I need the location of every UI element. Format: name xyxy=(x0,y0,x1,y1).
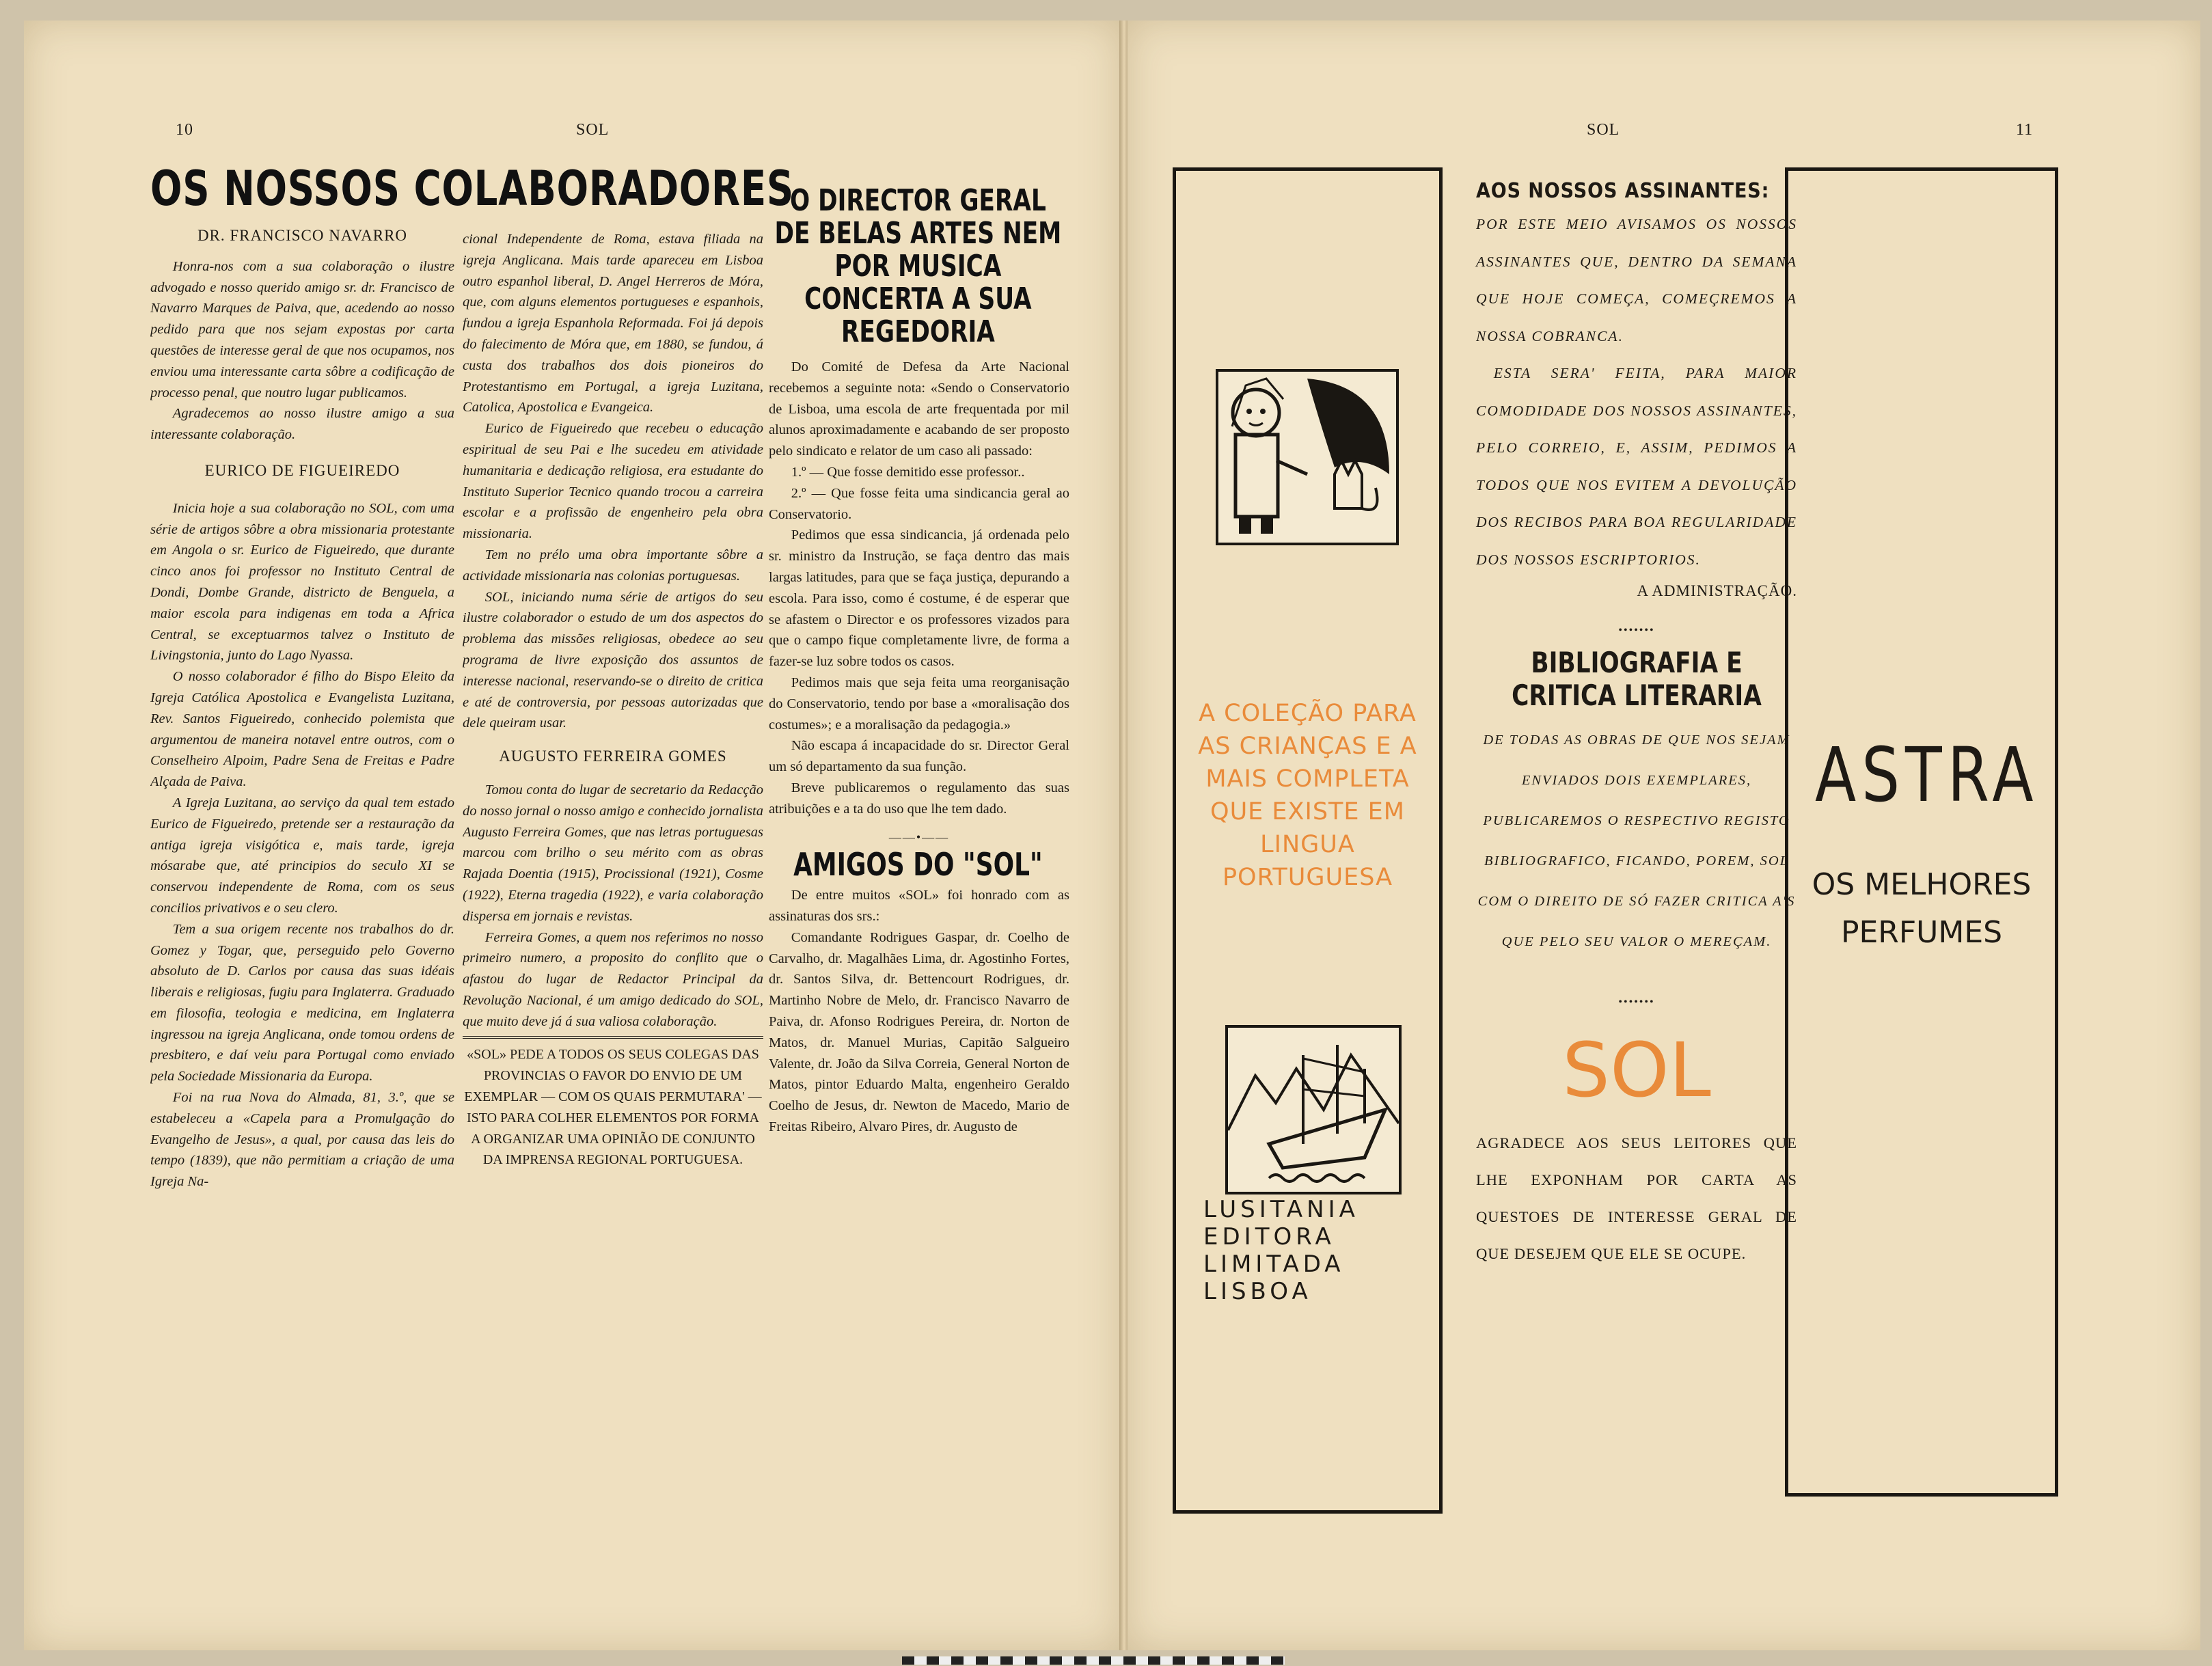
amigos-headline: AMIGOS DO "SOL" xyxy=(793,846,1043,884)
paragraph: Ferreira Gomes, a quem nos referimos no nosso primeiro numero, a proposito do conflito que o afastou do lugar de Redactor Principal da Revolução Nacional, é um amigo dedicado do SOL, que muito deve já á sua valiosa colaboração. xyxy=(463,929,763,1029)
paragraph: cional Independente de Roma, estava filiada na igreja Anglicana. Mais tarde apareceu em Lisboa outro espanhol liberal, D. Angel Herreros de Móra, que, com alguns elementos portugueses e espanhois, fundou a igreja Espanhola Reformada. Foi já depois do falecimento de Móra que, em 1880, se fundou, á custa dos trabalhos dos dois pioneiros do Protestantismo em Portugal, a igreja Luzitana, Catolica, Apostolica e Evangeica. xyxy=(463,232,763,415)
astra-brand: ASTRA xyxy=(1815,731,2039,819)
tagline-line: PERFUMES xyxy=(1840,915,2003,950)
publisher-line: EDITORA xyxy=(1203,1223,1335,1251)
paragraph: SOL, iniciando numa série de artigos do seu ilustre colaborador o estudo de um dos aspectos do problema das missões religiosas, obedece ao seu programa de livre exposição dos assuntos de interesse nacional, reservando-se o direito de critica e até de controversia, por pessoas autorizadas que dele queiram usar. xyxy=(463,589,763,731)
byline-figueiredo: EURICO DE FIGUEIREDO xyxy=(204,461,400,479)
paragraph: 1.º — Que fosse demitido esse professor.. xyxy=(791,464,1025,480)
publisher-line: LIMITADA xyxy=(1203,1251,1345,1278)
paragraph: Do Comité de Defesa da Arte Nacional recebemos a seguinte nota: «Sendo o Conservatorio de Lisboa, uma escola de arte frequentada por mil alunos aproximadamente e acabando de ser proposto pelo sindicato e relator de um caso ali passado: xyxy=(769,359,1069,459)
paragraph: A Igreja Luzitana, ao serviço da qual tem estado Eurico de Figueiredo, pretende ser a restauração da antiga igreja visigótica e, mais tarde, igreja mósarabe que, até principios do seculo XI se conservou independente de Roma, com os seus concilios privativos e o seu clero. xyxy=(150,795,454,916)
column-2 xyxy=(463,229,763,1544)
children-illustration xyxy=(1216,369,1399,545)
main-headline: OS NOSSOS COLABORADORES xyxy=(150,161,795,217)
byline-navarro: DR. FRANCISCO NAVARRO xyxy=(197,227,408,244)
ad-astra xyxy=(1785,167,2058,1497)
subscribers-notice-2: ESTA SERA' FEITA, PARA MAIOR COMODIDADE DOS NOSSOS ASSINANTES, PELO CORREIO, E, ASSIM, PEDIMOS A TODOS QUE NOS EVITEM A DEVOLUÇÃO DOS RECIBOS PARA BOA REGULARIDADE DOS NOSSOS ESCRIPTORIOS. xyxy=(1476,365,1797,568)
separator: ——•—— xyxy=(888,830,950,844)
paragraph: Foi na rua Nova do Almada, 81, 3.º, que se estabeleceu a «Capela para a Promulgação do Evangelho de Jesus», a qual, por causa das leis do tempo (1839), que não permitiam a criação de uma Igreja Na- xyxy=(150,1090,454,1190)
paragraph: O nosso colaborador é filho do Bispo Eleito da Igreja Católica Apostolica e Evangelista Luzitana, Rev. Santos Figueiredo, conhecido polemista que argumentou de maneira notavel entre outros, com o Conselheiro Alpoim, Padre Sena de Freitas e Padre Alçada de Paiva. xyxy=(150,669,454,790)
dots-divider: ••••••• xyxy=(1618,625,1655,636)
paragraph: Comandante Rodrigues Gaspar, dr. Coelho de Carvalho, dr. Magalhães Lima, dr. Agostinho Fortes, dr. Santos Silva, dr. Bettencourt Rodrigues, dr. Martinho Nobre de Melo, dr. Francisco Navarro de Paiva, dr. Afonso Rodrigues Pereira, dr. Norton de Matos, dr. Manuel Murias, Capitão Salgueiro Valente, dr. João da Silva Correia, General Norton de Matos, pintor Eduardo Malta, engenheiro Geraldo Coelho de Jesus, dr. Newton de Macedo, Mario de Freitas Ribeiro, Alvaro Pires, dr. Augusto de xyxy=(769,929,1069,1134)
paragraph: Tomou conta do lugar de secretario da Redacção do nosso jornal o nosso amigo e conhecido jornalista Augusto Ferreira Gomes, que nas letras portuguesas marcou com brilho o seu mérito com as obras Rajada Doentia (1915), Procissional (1921), Cosme (1922), Eterna tragedia (1922), e varia colaboração dispersa em jornais e revistas. xyxy=(463,782,763,924)
astra-tagline xyxy=(1788,861,2055,957)
paragraph: Inicia hoje a sua colaboração no SOL, com uma série de artigos sôbre a obra missionaria protestante em Angola o sr. Eurico de Figueiredo, que durante cinco anos foi professor no Instituto Central de Dondi, Dombe Grande, districto de Benguela, a maior escola para indigenas em toda a Africa Central, se exceptuarmos talvez o Instituto de Livingstonia, junto do Lago Nyassa. xyxy=(150,500,454,664)
paragraph: Honra-nos com a sua colaboração o ilustre advogado e nosso querido amigo sr. dr. Francisco de Navarro Marques de Paiva, que, acedendo ao nosso pedido para que nos sejam expostas por carta questões de interesse geral de que nos ocupamos, nos enviou uma interessante carta sôbre a codificação de processo penal, que noutro lugar publicamos. xyxy=(150,258,454,400)
divider xyxy=(463,1036,763,1039)
readers-notice: AGRADECE AOS SEUS LEITORES QUE LHE EXPONHAM POR CARTA AS QUESTOES DE INTERESSE GERAL DE QUE DESEJEM QUE ELE SE OCUPE. xyxy=(1476,1134,1797,1262)
notice-permuta: «SOL» PEDE A TODOS OS SEUS COLEGAS DAS PROVINCIAS O FAVOR DO ENVIO DE UM EXEMPLAR — COM OS QUAIS PERMUTARA' — ISTO PARA COLHER ELEMENTOS POR FORMA A ORGANIZAR UMA OPINIÃO DE CONJUNTO DA IMPRENSA REGIONAL PORTUGUESA. xyxy=(464,1047,762,1168)
column-3 xyxy=(769,185,1069,1544)
ship-icon xyxy=(1228,1028,1399,1192)
paragraph: Pedimos mais que seja feita uma reorganisação do Conservatorio, tendo por base a «moralisação dos costumes»; e a moralisação da pedagogia.» xyxy=(769,674,1069,733)
paragraph: 2.º — Que fosse feita uma sindicancia geral ao Conservatorio. xyxy=(769,485,1069,522)
paragraph: Tem a sua origem recente nos trabalhos do dr. Gomez y Togar, que, perseguido pelo Governo absoluto de D. Carlos por causa das suas idéais liberais e religiosas, fugiu para Inglaterra. Graduado em filosofia, teologia e medicina, em Inglaterra ingressou na igreja Anglicana, onde tomou ordens de presbitero, e daí veiu para Portugal como enviado pela Sociedade Missionaria da Europa. xyxy=(150,921,454,1084)
page-number-left: 10 xyxy=(176,121,193,139)
paragraph: Breve publicaremos o regulamento das suas atribuições e a ta do uso que lhe tem dado. xyxy=(769,780,1069,817)
scanner-ruler xyxy=(902,1656,1285,1665)
subscribers-heading: AOS NOSSOS ASSINANTES: xyxy=(1476,179,1770,203)
subscribers-notice: POR ESTE MEIO AVISAMOS OS NOSSOS ASSINANTES QUE, DENTRO DA SEMANA QUE HOJE COMEÇA, COMEÇREMOS A NOSSA COBRANCA. xyxy=(1476,216,1797,344)
center-column xyxy=(1476,179,1797,1532)
dots-divider-2: ••••••• xyxy=(1618,996,1655,1008)
running-head-right: SOL xyxy=(1587,121,1620,139)
publisher-name xyxy=(1203,1196,1412,1305)
ship-illustration xyxy=(1225,1025,1402,1194)
publisher-line: LUSITANIA xyxy=(1203,1196,1359,1223)
ad-lusitania xyxy=(1173,167,1443,1514)
administration-sign: A ADMINISTRAÇÃO. xyxy=(1637,582,1797,599)
paragraph: Tem no prélo uma obra importante sôbre a actividade missionaria nas colonias portuguesas. xyxy=(463,547,763,584)
paragraph: De entre muitos «SOL» foi honrado com as assinaturas dos srs.: xyxy=(769,888,1069,924)
bibliography-heading: BIBLIOGRAFIA E CRITICA LITERARIA xyxy=(1512,646,1762,712)
publisher-line: LISBOA xyxy=(1203,1278,1312,1305)
byline-gomes: AUGUSTO FERREIRA GOMES xyxy=(499,748,727,765)
paragraph: Não escapa á incapacidade do sr. Director Geral um só departamento da sua função. xyxy=(769,738,1069,775)
paragraph: Pedimos que essa sindicancia, já ordenada pelo sr. ministro da Instrução, se faça dentro das mais largas latitudes, para que se faça justiça, depurando a escola. Para isso, como é costume, é de esperar que se afastem o Director e os professores vizados para que o campo fique completamente livre, de forma a fazer-se luz sobre todos os casos. xyxy=(769,528,1069,670)
tagline-line: OS MELHORES xyxy=(1812,867,2032,902)
column-1 xyxy=(150,226,454,1544)
paragraph: Agradecemos ao nosso ilustre amigo a sua interessante colaboração. xyxy=(150,406,454,443)
left-page xyxy=(24,21,1121,1650)
page-number-right: 11 xyxy=(2016,121,2034,139)
bibliography-text: DE TODAS AS OBRAS DE QUE NOS SEJAM ENVIADOS DOIS EXEMPLARES, PUBLICAREMOS O RESPECTIVO REGISTO BIBLIOGRAFICO, FICANDO, POREM, SOL COM O DIREITO DE SÓ FAZER CRITICA A'S QUE PELO SEU VALOR O MEREÇAM. xyxy=(1477,733,1796,949)
child-and-cat-icon xyxy=(1218,372,1396,543)
sol-logo: SOL xyxy=(1562,1026,1711,1114)
paragraph: Eurico de Figueiredo que recebeu o educação espiritual de seu Pai e lhe sucedeu em atividade humanitaria e dedicação religiosa, era estudante do Instituto Superior Tecnico quando trocou a carreira escolar e a profissão de engenheiro pela obra missionaria. xyxy=(463,421,763,542)
director-headline: O DIRECTOR GERAL DE BELAS ARTES NEM POR MUSICA CONCERTA A SUA REGEDORIA xyxy=(774,185,1062,349)
collection-slogan: A COLEÇÃO PARA AS CRIANÇAS E A MAIS COMPLETA QUE EXISTE EM LINGUA PORTUGUESA xyxy=(1198,700,1417,891)
running-head-left: SOL xyxy=(576,121,610,139)
